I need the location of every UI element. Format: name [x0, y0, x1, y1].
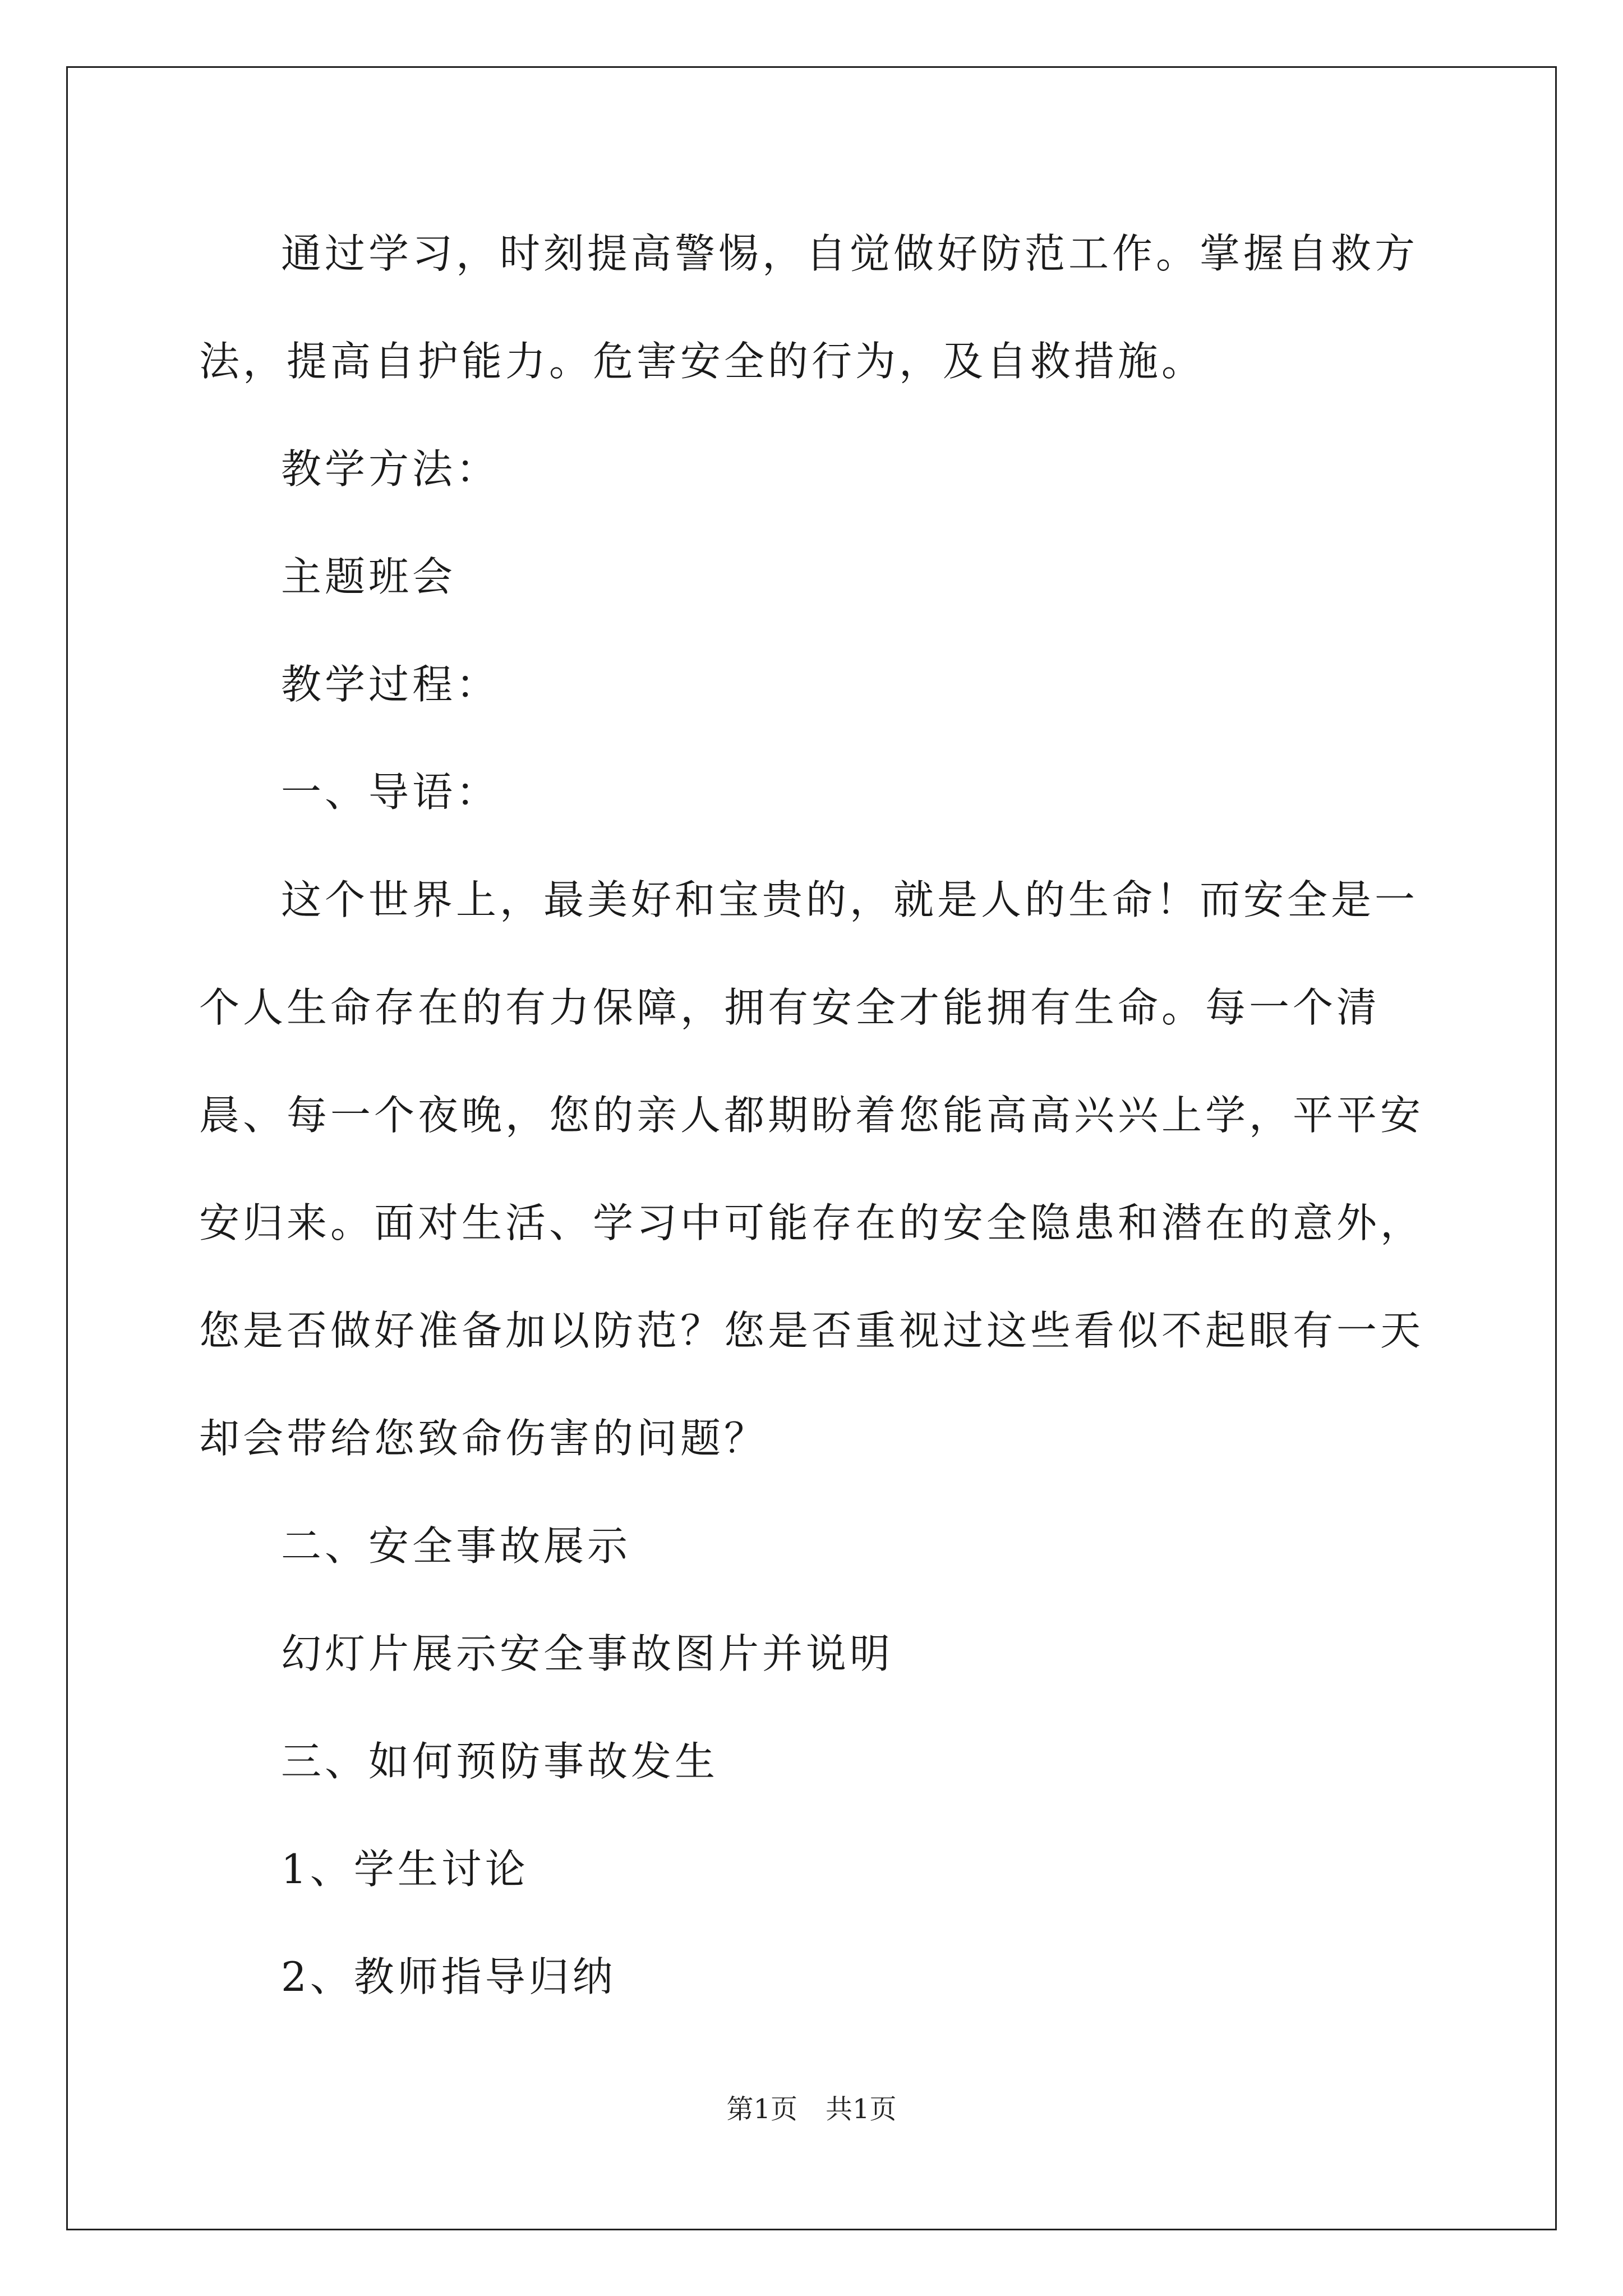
page-footer	[0, 2092, 1623, 2126]
paragraph-teaching-method-heading: 教学方法：	[281, 445, 500, 493]
paragraph-teacher-summary: 2、教师指导归纳	[281, 1953, 616, 2000]
paragraph-section-2-heading: 二、安全事故展示	[281, 1522, 631, 1570]
paragraph-teaching-process-heading: 教学过程：	[281, 661, 500, 708]
page-number-total: 共1页	[826, 2093, 897, 2125]
paragraph-class-meeting: 主题班会	[281, 553, 457, 600]
paragraph-section-1-heading: 一、导语：	[281, 769, 500, 816]
paragraph-slideshow: 幻灯片展示安全事故图片并说明	[281, 1630, 894, 1677]
paragraph-student-discussion: 1、学生讨论	[281, 1846, 529, 1893]
paragraph-section-3-heading: 三、如何预防事故发生	[281, 1738, 719, 1785]
page-number-current: 第1页	[726, 2093, 797, 2125]
paragraph-introduction-text: 这个世界上，最美好和宝贵的，就是人的生命！而安全是一个人生命存在的有力保障，拥有安全才能拥有生命。每一个清晨、每一个夜晚，您的亲人都期盼着您能高高兴兴上学，平平安安归来。面对生活、学习中可能存在的安全隐患和潜在的意外，您是否做好准备加以防范？您是否重视过这些看似不起眼有一天却会带给您致命伤害的问题？	[199, 876, 1424, 1462]
paragraph-intro: 通过学习，时刻提高警惕，自觉做好防范工作。掌握自救方法，提高自护能力。危害安全的行为，及自救措施。	[199, 230, 1419, 385]
